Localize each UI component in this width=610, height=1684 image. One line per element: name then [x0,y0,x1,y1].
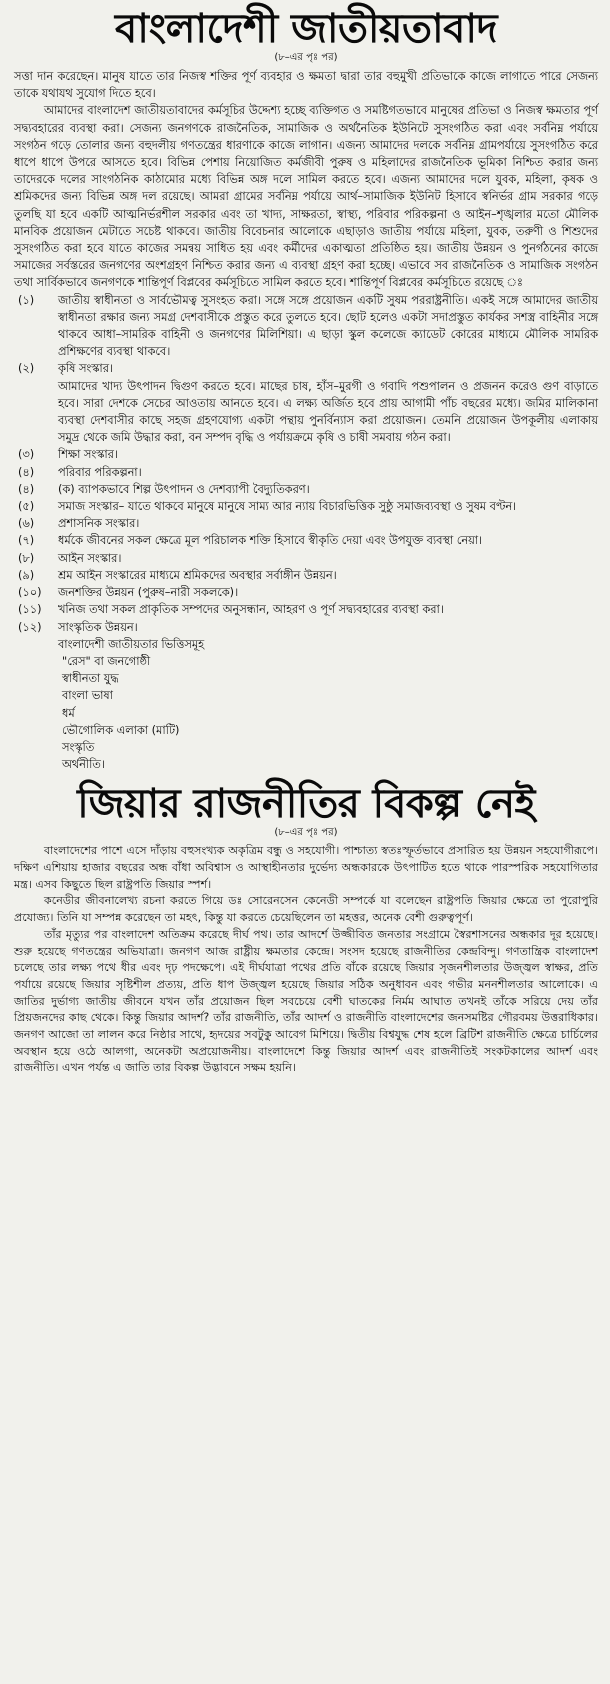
article2-continued-label: (৮–এর পৃঃ পর) [274,827,338,839]
article1-paragraph-2: আমাদের বাংলাদেশ জাতীয়তাবাদের কর্মসূচির উদ্দেশ্য হচ্ছে ব্যক্তিগত ও সমষ্টিগতভাবে মানুষের প্রতিভা ও নিজস্ব ক্ষমতার পূর্ণ সদ্ব্যবহারের ব্যবস্থা করা। সেজন্য জনগণকে রাজনৈতিক, সামাজিক ও অর্থনৈতিক ইউনিটে সুসংগঠিত করা এবং সর্বনিম্ন পর্যায়ে সংগঠন গড়ে তোলার জন্য বহুদলীয় গণতন্ত্রের ধারণাকে কাজে লাগান। এজন্য আমাদের দলকে সর্বনিম্ন গ্রামপর্যায়ে সুসংগঠিত করে ধাপে ধাপে উপরে আসতে হবে। বিভিন্ন পেশায় নিয়োজিত কর্মজীবী পুরুষ ও মহিলাদের রাজনৈতিক ভূমিকা নিশ্চিত করার জন্য তাদেরকে দলের সাংগঠনিক কাঠামোর মধ্যে বিভিন্ন অঙ্গ দলে সামিল করতে হবে। এজন্য আমাদের দলে যুবক, মহিলা, কৃষক ও শ্রমিকদের জন্য বিভিন্ন অঙ্গ দল রয়েছে। আমরা গ্রামের সর্বনিম্ন পর্যায়ে আর্থ–সামাজিক ইউনিট হিসাবে স্বনির্ভর গ্রাম সরকার গড়ে তুলছি যা হবে একটি আত্মনির্ভরশীল সরকার এবং তা খাদ্য, সাক্ষরতা, স্বাস্থ্য, পরিবার পরিকল্পনা ও আইন–শৃঙ্খলার মতো মৌলিক মানবিক প্রয়োজন মেটাতে সচেষ্ট থাকবে। জাতীয় বিবেচনার আলোকে এছাড়াও জাতীয় পর্যায়ে মহিলা, যুবক, তরুণী ও শিশুদের সুসংগঠিত করা হবে যাতে কাজের সমন্বয় সাধিত হয় এবং কর্মীদের একাত্মতা প্রতিষ্ঠিত হয়। জাতীয় উন্নয়ন ও পুনর্গঠনের কাজে সমাজের সর্বস্তরের জনগণের অংশগ্রহণ নিশ্চিত করার জন্য এ ব্যবস্থা গ্রহণ করা হচ্ছে। এভাবে সব রাজনৈতিক ও সামাজিক সংগঠন তথা সার্বিকভাবে জনগণকে শান্তিপূর্ণ বিপ্লবের কর্মসূচিতে সামিল করতে হবে। শান্তিপূর্ণ বিপ্লবের কর্মসূচিতে রয়েছে ঃ [14,104,598,290]
program-item-text: খনিজ তথা সকল প্রাকৃতিক সম্পদের অনুসন্ধান, আহরণ ও পূর্ণ সদ্ব্যবহারের ব্যবস্থা করা। [58,603,444,617]
article-zia-politics [14,781,598,1077]
program-item [14,515,598,532]
article1-continued-label: (৮–এর পৃঃ পর) [274,52,338,63]
program-item-text: ধর্মকে জীবনের সকল ক্ষেত্রে মূল পরিচালক শক্তি হিসাবে স্বীকৃতি দেয়া এবং উপযুক্ত ব্যবস্থা নেয়া। [58,534,483,548]
program-item [14,567,598,584]
program-item-number: (৪) [18,465,35,479]
program-item-text: জনশক্তির উন্নয়ন (পুরুষ–নারী সকলকে)। [58,586,239,600]
article-nationalism [14,6,598,773]
foundation-item: ধর্ম [62,706,75,720]
program-item-text: (ক) ব্যাপকভাবে শিল্প উৎপাদন ও দেশব্যাপী বৈদ্যুতিকরণ। [58,482,310,496]
program-item-text: আইন সংস্কার। [58,551,122,565]
foundations-heading: বাংলাদেশী জাতীয়তার ভিত্তিসমূহ [58,637,205,651]
program-item [14,584,598,601]
program-item-number: (১০) [18,586,42,600]
program-item-text: সাংস্কৃতিক উন্নয়ন। [58,620,138,634]
program-item [14,498,598,515]
program-item-number: (১২) [18,620,42,634]
foundation-item: "রেস" বা জনগোষ্ঠী [62,654,151,668]
program-item-text: শ্রম আইন সংস্কারের মাধ্যমে শ্রমিকদের অবস্থার সর্বাঙ্গীন উন্নয়ন। [58,568,337,582]
program-item-number: (৩) [18,448,35,462]
foundation-item: অর্থনীতি। [62,758,105,772]
article2-paragraph-3: তাঁর মৃত্যুর পর বাংলাদেশ অতিক্রম করেছে দীর্ঘ পথ। তার আদর্শে উজ্জীবিত জনতার সংগ্রামে স্বৈরশাসনের অন্ধকার দূর হয়েছে। শুরু হয়েছে গণতন্ত্রের অভিযাত্রা। জনগণ আজ রাষ্ট্রীয় ক্ষমতার কেন্দ্রে। সংসদ হয়েছে রাজনীতির কেন্দ্রবিন্দু। গণতান্ত্রিক বাংলাদেশ চলেছে তার লক্ষ্য পথে ধীর এবং দৃঢ় পদক্ষেপে। এই দীর্ঘযাত্রা পথের প্রতি বাঁকে রয়েছে জিয়ার সৃজনশীলতার উজ্জ্বল স্বাক্ষর, প্রতি পর্যায়ে রয়েছে জিয়ার সৃষ্টিশীল প্রত্যয়, প্রতি ধাপ উজ্জ্বল হয়েছে জিয়ার সঠিক অনুধাবন এবং গভীর মননশীলতার আলোকে। এ জাতির দুর্ভাগ্য জাতীয় জীবনে যখন তাঁর প্রয়োজন ছিল সবচেয়ে বেশী ঘাতকের নির্মম আঘাত তখনই তাঁকে সরিয়ে দেয় তাঁর প্রিয়জনদের কাছ থেকে। কিন্তু জিয়ার আদর্শ? তাঁর রাজনীতি, তাঁর আদর্শ ও রাজনীতি বাংলাদেশের জনসমষ্টির গৌরবময় উত্তরাধিকার। জনগণ আজো তা লালন করে নিষ্ঠার সাথে, হৃদয়ের সবটুকু আবেগ মিশিয়ে। দ্বিতীয় বিশ্বযুদ্ধ শেষ হলে ব্রিটিশ রাজনীতি ক্ষেত্রে চার্চিলের অবস্থান হয়ে ওঠে আলগা, অনেকটা অপ্রয়োজনীয়। বাংলাদেশে কিন্তু জিয়ার আদর্শ এবং রাজনীতিই সংকটকালের আদর্শ এবং রাজনীতি। এখন পর্যন্ত এ জাতি তার বিকল্প উদ্ভাবনে সক্ষম হয়নি। [14,927,598,1075]
program-item [14,619,598,636]
program-item-number: (১১) [18,603,42,617]
program-item-text: পরিবার পরিকল্পনা। [58,465,142,479]
foundation-item: ভৌগোলিক এলাকা (মাটি) [62,723,180,737]
article1-paragraph-1: সত্তা দান করেছেন। মানুষ যাতে তার নিজস্ব শক্তির পূর্ণ ব্যবহার ও ক্ষমতা দ্বারা তার বহুমুখী প্রতিভাকে কাজে লাগাতে পারে সেজন্য তাকে যথাযথ সুযোগ দিতে হবে। [14,70,598,101]
program-item [14,360,598,446]
program-item [14,292,598,361]
foundation-item: বাংলা ভাষা [62,689,113,703]
article2-headline: জিয়ার রাজনীতির বিকল্প নেই [77,781,535,828]
program-list [14,292,598,636]
foundation-item: স্বাধীনতা যুদ্ধ [62,672,119,686]
article2-paragraph-2: কনেডীর জীবনালেখ্য রচনা করতে গিয়ে ডঃ সোরেনসেন কেনেডী সম্পর্কে যা বলেছেন রাষ্ট্রপতি জিয়ার ক্ষেত্রে তা পুরোপুরি প্রযোজ্য। তিনি যা সম্পন্ন করেছেন তা মহৎ, কিন্তু যা করতে চেয়েছিলেন তা মহত্তর, অনেক বেশী গুরুত্বপূর্ণ। [14,894,598,925]
program-item-text: জাতীয় স্বাধীনতা ও সার্বভৌমত্ব সুসংহত করা। সঙ্গে সঙ্গে প্রয়োজন একটি সুষম পররাষ্ট্রনীতি। একই সঙ্গে আমাদের জাতীয় স্বাধীনতা রক্ষার জন্য সমগ্র দেশবাসীকে প্রস্তুত করে তুলতে হবে। ছোট হলেও একটা সদাপ্রস্তুত কার্যকর সশস্ত্র বাহিনীর সঙ্গে থাকবে আধা–সামরিক বাহিনী ও জনগণের মিলিশিয়া। এ ছাড়া স্কুল কলেজে ক্যাডেট কোরের মাধ্যমে মৌলিক সামরিক প্রশিক্ষণের ব্যবস্থা থাকবে। [58,293,598,359]
program-item-number: (৬) [18,517,35,531]
program-item-text: প্রশাসনিক সংস্কার। [58,517,140,531]
program-item [14,550,598,567]
program-item-text: শিক্ষা সংস্কার। [58,448,118,462]
foundations-list [14,636,598,774]
program-item-number: (৫) [18,500,35,514]
foundation-item: সংস্কৃতি [62,740,95,754]
program-item [14,532,598,549]
program-item-text: কৃষি সংস্কার। আমাদের খাদ্য উৎপাদন দ্বিগুণ করতে হবে। মাছের চাষ, হাঁস–মুরগী ও গবাদি পশুপালন ও প্রজনন করেও গুণ বাড়াতে হবে। সারা দেশকে সেচের আওতায় আনতে হবে। এ লক্ষ্য অর্জিত হবে প্রায় আগামী পাঁচ বছরের মধ্যে। জমির মালিকানা ব্যবস্থা দেশবাসীর কাছে সহজ গ্রহণযোগ্য একটা পন্থায় পুনর্বিন্যাস করা প্রয়োজন। তেমনি প্রয়োজন উপকূলীয় এলাকায় সমুদ্র থেকে জমি উদ্ধার করা, বন সম্পদ বৃদ্ধি ও পর্যায়ক্রমে কৃষি ও চাষী সমবায় গঠন করা। [58,362,598,445]
program-item-number: (৮) [18,551,35,565]
program-item-number: (২) [18,362,35,376]
program-item-text: সমাজ সংস্কার– যাতে থাকবে মানুষে মানুষে সাম্য আর ন্যায় বিচারভিত্তিক সুষ্ঠু সমাজব্যবস্থা ও সুষম বণ্টন। [58,500,517,514]
program-item [14,446,598,463]
program-item [14,481,598,498]
program-item-number: (৪) [18,482,35,496]
article2-paragraph-1: বাংলাদেশের পাশে এসে দাঁড়ায় বহুসংখ্যক অকৃত্রিম বন্ধু ও সহযোগী। পাশ্চাত্য স্বতঃস্ফূর্তভাবে প্রসারিত হয় উন্নয়ন সহযোগীরূপে। দক্ষিণ এশিয়ায় হাজার বছরের অন্ধ বাঁধা অবিশ্বাস ও আস্থাহীনতার দুর্ভেদ্য অন্ধকারকে উৎপাটিত হতে থাকে পারস্পরিক সহযোগিতার মন্ত্র। এসব কিছুতে ছিল রাষ্ট্রপতি জিয়ার স্পর্শ। [14,844,598,891]
program-item-number: (৯) [18,568,35,582]
program-item [14,464,598,481]
article1-headline: বাংলাদেশী জাতীয়তাবাদ [114,6,497,52]
program-item [14,601,598,618]
program-item-number: (৭) [18,534,35,548]
program-item-number: (১) [18,293,35,307]
